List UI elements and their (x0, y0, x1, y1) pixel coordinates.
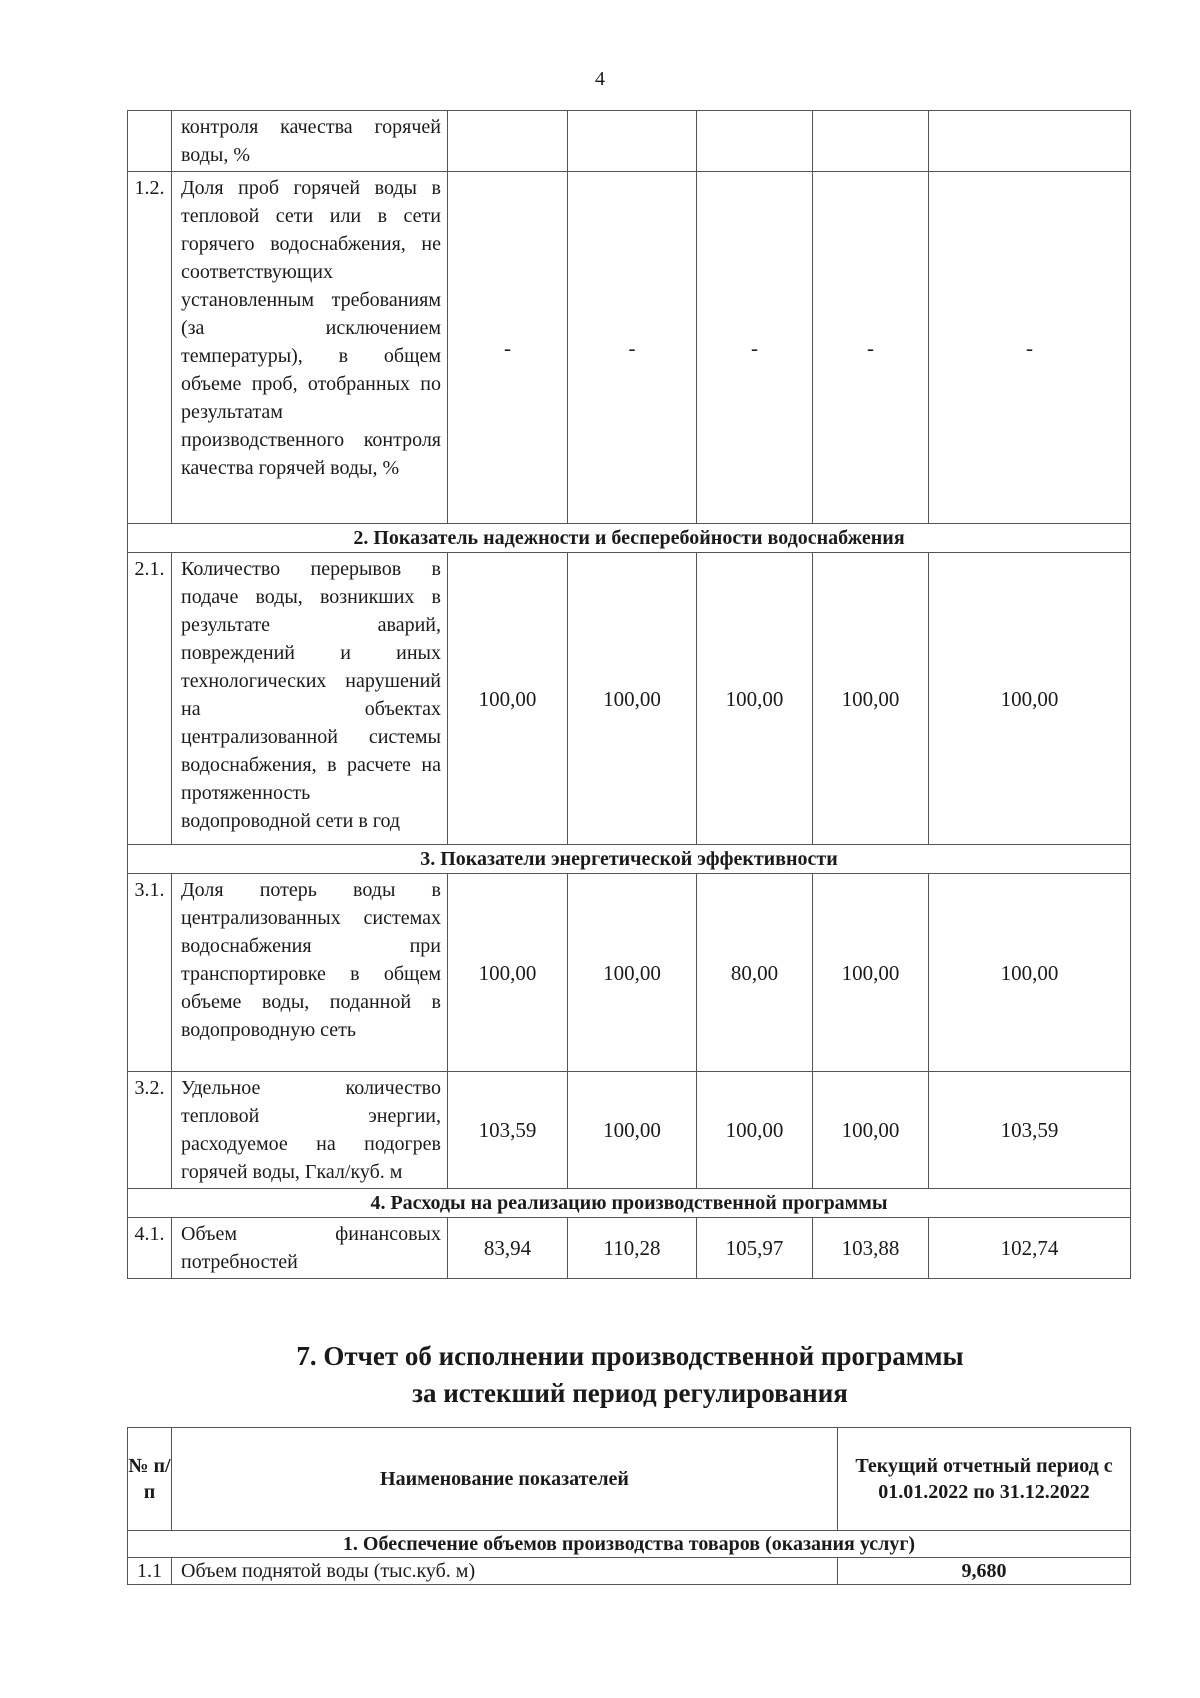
row-number: 1.2. (128, 172, 172, 524)
report-row (128, 1558, 1131, 1585)
indicator-name: Доля проб горячей воды в тепловой сети или в сети горячего водоснабжения, не соответствующих установленным требованиям (за исключением температуры), в общем объеме проб, отобранных по результатам производственного контроля качества горячей воды, % (172, 172, 448, 524)
indicator-value: 100,00 (568, 553, 697, 845)
indicator-value: 83,94 (448, 1218, 568, 1279)
section-title: 3. Показатели энергетической эффективности (128, 845, 1131, 874)
indicator-value: 100,00 (929, 874, 1131, 1072)
report-table-header (128, 1428, 1131, 1531)
table-row (128, 1218, 1131, 1279)
indicator-value: 100,00 (813, 553, 929, 845)
table-row (128, 111, 1131, 172)
indicator-value: 100,00 (568, 1072, 697, 1189)
indicator-name: Доля потерь воды в централизованных системах водоснабжения при транспортировке в общем объеме воды, поданной в водопроводную сеть (172, 874, 448, 1072)
indicator-value: - (929, 172, 1131, 524)
indicators-table-body (128, 111, 1131, 1279)
indicator-name: контроля качества горячей воды, % (172, 111, 448, 172)
indicator-value (929, 111, 1131, 172)
table-row (128, 874, 1131, 1072)
table-row (128, 1072, 1131, 1189)
row-number (128, 111, 172, 172)
row-number: 4.1. (128, 1218, 172, 1279)
indicator-value: - (568, 172, 697, 524)
indicator-value (448, 111, 568, 172)
indicator-name: Удельное количество тепловой энергии, расходуемое на подогрев горячей воды, Гкал/куб. м (172, 1072, 448, 1189)
indicator-value: 100,00 (448, 874, 568, 1072)
report-row-num: 1.1 (128, 1558, 172, 1585)
section-title: 4. Расходы на реализацию производственной программы (128, 1189, 1131, 1218)
header-num: № п/п (128, 1428, 172, 1531)
indicator-value: - (697, 172, 813, 524)
page-number: 4 (595, 68, 605, 90)
section-7-title (0, 1338, 1200, 1412)
section-title: 2. Показатель надежности и бесперебойности водоснабжения (128, 524, 1131, 553)
indicator-value: 110,28 (568, 1218, 697, 1279)
indicator-value (697, 111, 813, 172)
row-number: 3.2. (128, 1072, 172, 1189)
table-row (128, 172, 1131, 524)
section-row (128, 845, 1131, 874)
section-7-title-line-1: 7. Отчет об исполнении производственной программы (296, 1341, 964, 1371)
indicator-value: 100,00 (568, 874, 697, 1072)
indicator-value: 100,00 (813, 874, 929, 1072)
section-row (128, 524, 1131, 553)
indicator-value: - (448, 172, 568, 524)
header-period: Текущий отчетный период с 01.01.2022 по 31.12.2022 (838, 1428, 1131, 1531)
indicator-value: 102,74 (929, 1218, 1131, 1279)
indicator-value: 103,59 (929, 1072, 1131, 1189)
indicator-value: 100,00 (697, 1072, 813, 1189)
indicator-value (813, 111, 929, 172)
row-number: 2.1. (128, 553, 172, 845)
indicator-value: 103,88 (813, 1218, 929, 1279)
indicator-name: Количество перерывов в подаче воды, возникших в результате аварий, повреждений и иных технологических нарушений на объектах централизованной системы водоснабжения, в расчете на протяженность водопроводной сети в год (172, 553, 448, 845)
indicator-value: 100,00 (929, 553, 1131, 845)
report-row-value: 9,680 (838, 1558, 1131, 1585)
indicator-value: 80,00 (697, 874, 813, 1072)
report-section-title: 1. Обеспечение объемов производства товаров (оказания услуг) (128, 1531, 1131, 1558)
header-name: Наименование показателей (172, 1428, 838, 1531)
report-row-name: Объем поднятой воды (тыс.куб. м) (172, 1558, 838, 1585)
row-number: 3.1. (128, 874, 172, 1072)
section-row (128, 1189, 1131, 1218)
indicator-value: 103,59 (448, 1072, 568, 1189)
indicator-value (568, 111, 697, 172)
table-row (128, 553, 1131, 845)
report-section-row (128, 1531, 1131, 1558)
indicators-table (127, 110, 1131, 1279)
indicator-value: 100,00 (813, 1072, 929, 1189)
indicator-value: 105,97 (697, 1218, 813, 1279)
indicator-name: Объем финансовых потребностей (172, 1218, 448, 1279)
report-table (127, 1427, 1131, 1585)
indicator-value: - (813, 172, 929, 524)
section-7-title-line-2: за истекший период регулирования (412, 1378, 848, 1408)
indicator-value: 100,00 (448, 553, 568, 845)
indicator-value: 100,00 (697, 553, 813, 845)
